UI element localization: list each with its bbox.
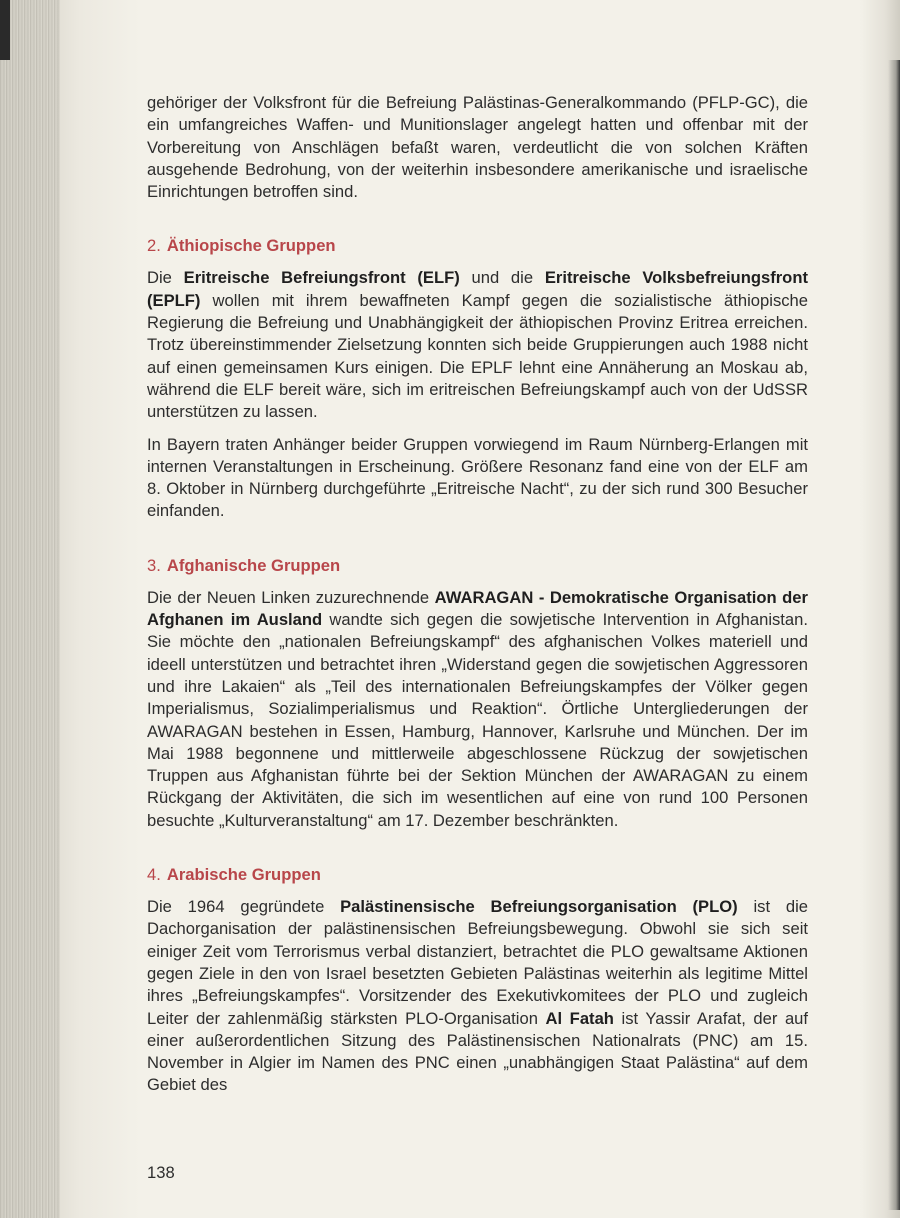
org-name-eplf: Eritreische Volksbefreiungsfront (EPLF) bbox=[147, 268, 808, 310]
text-run: und die bbox=[459, 268, 545, 288]
text-run: Die 1964 gegründete bbox=[147, 897, 341, 917]
text-run: ist Yassir Arafat, der auf einer außerordentlichen Sitzung des Palästinensischen Nationalrats (PNC) am 15. November in Algier im Namen des PNC einen „unabhängigen Staat Palästina“ auf dem Gebiet des bbox=[147, 1008, 809, 1095]
page-body bbox=[147, 92, 808, 1097]
text-run: wandte sich gegen die sowjetische Intervention in Afghanistan. Sie möchte den „nationalen Befreiungskampf“ des afghanischen Volkes materiell und ideell unterstützen und betrachtet ihren „Widerstand gegen die sowjetischen Aggressoren und ihre Lakaien“ als „Teil des internationalen Befreiungskampfes der Völker gegen Imperialismus, Sozialimperialismus und Reaktion“. Örtliche Untergliederungen der AWARAGAN bestehen in Essen, Hamburg, Hannover, Karlsruhe und München. Der im Mai 1988 begonnene und mittlerweile abgeschlossene Rückzug der sowjetischen Truppen aus Afghanistan führte bei der Sektion München der AWARAGAN zu einem Rückgang der Aktivitäten, die sich im wesentlichen auf eine von rund 100 Personen besuchte „Kulturveranstaltung“ am 17. Dezember beschränkten. bbox=[147, 610, 808, 830]
org-name-plo: Palästinensische Befreiungsorganisation (PLO) bbox=[340, 897, 738, 917]
section-heading-arab bbox=[147, 864, 808, 886]
section-heading-ethiopian bbox=[147, 235, 808, 257]
page-number: 138 bbox=[147, 1163, 175, 1182]
section-number: 4. bbox=[147, 865, 161, 885]
intro-paragraph: gehöriger der Volksfront für die Befreiung Palästinas-Generalkommando (PFLP-GC), die ein umfangreiches Waffen- und Munitionslager angelegt hatten und offenbar mit der Vorbereitung von Anschlägen befaßt waren, verdeutlicht die von solchen Kräften ausgehende Bedrohung, von der weiterhin insbesondere amerikanische und israelische Einrichtungen betroffen sind. bbox=[147, 93, 808, 202]
ethiopian-paragraph-1 bbox=[147, 267, 808, 423]
text-run: Die der Neuen Linken zuzurechnende bbox=[147, 587, 435, 607]
org-name-al-fatah: Al Fatah bbox=[545, 1008, 614, 1028]
org-name-awaragan: AWARAGAN - Demokratische Organisation der Afghanen im Ausland bbox=[147, 587, 808, 630]
text-run: ist die Dachorganisation der palästinensischen Befreiungsbewegung. Obwohl sie sich seit einiger Zeit vom Terrorismus verbal distanziert, betrachtet die PLO gewaltsame Aktionen gegen Ziele in den von Israel besetzten Gebieten Palästinas weiterhin als legitime Mittel ihres „Befreiungskampfes“. Vorsitzender des Exekutivkomitees der PLO und zugleich Leiter der zahlenmäßig stärksten PLO-Organisation bbox=[147, 897, 808, 1028]
arab-paragraph-1 bbox=[147, 896, 808, 1097]
book-spine bbox=[0, 0, 60, 1218]
section-title: Afghanische Gruppen bbox=[166, 555, 341, 575]
section-title: Äthiopische Gruppen bbox=[166, 236, 336, 256]
section-number: 3. bbox=[147, 555, 161, 575]
page-edge-shadow bbox=[888, 60, 900, 1210]
ethiopian-paragraph-2: In Bayern traten Anhänger beider Gruppen vorwiegend im Raum Nürnberg-Erlangen mit internen Veranstaltungen in Erscheinung. Größere Resonanz fand eine von der ELF am 8. Oktober in Nürnberg durchgeführte „Eritreische Nacht“, zu der sich rund 300 Besucher einfanden. bbox=[147, 434, 808, 521]
afghan-paragraph-1 bbox=[147, 587, 808, 832]
text-run: wollen mit ihrem bewaffneten Kampf gegen die sozialistische äthiopische Regierung die Befreiung und Unabhängigkeit der äthiopischen Provinz Eritrea erreichen. Trotz übereinstimmender Zielsetzung konnten sich beide Gruppierungen auch 1988 nicht auf einen gemeinsamen Kurs einigen. Die EPLF lehnt eine Annäherung an Moskau ab, während die ELF bereit wäre, sich im eritreischen Befreiungskampf auch von der UdSSR unterstützen zu lassen. bbox=[147, 290, 808, 422]
section-title: Arabische Gruppen bbox=[166, 865, 321, 885]
text-run: Die bbox=[147, 268, 184, 288]
section-heading-afghan bbox=[147, 555, 808, 577]
org-name-elf: Eritreische Befreiungsfront (ELF) bbox=[183, 268, 460, 288]
spine-corner bbox=[0, 0, 10, 60]
section-number: 2. bbox=[147, 236, 161, 256]
